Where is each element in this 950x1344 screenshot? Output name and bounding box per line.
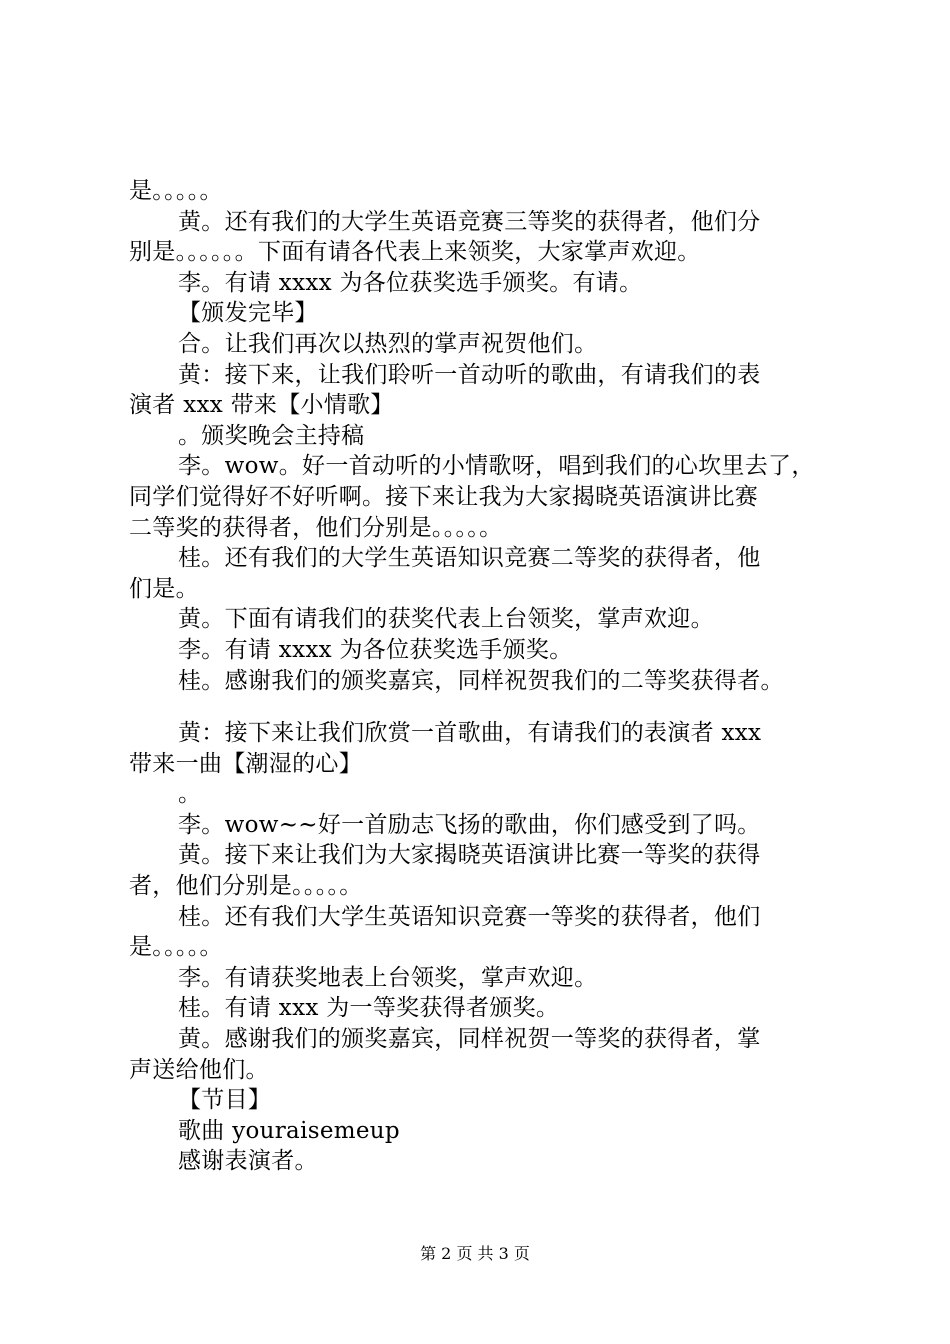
- text-line: 同学们觉得好不好听啊。接下来让我为大家揭晓英语演讲比赛: [129, 483, 759, 510]
- text-line: 李。有请 xxxx 为各位获奖选手颁奖。: [178, 636, 573, 663]
- text-line: 黄。接下来让我们为大家揭晓英语演讲比赛一等奖的获得: [178, 842, 761, 869]
- text-line: 桂。还有我们的大学生英语知识竞赛二等奖的获得者，他: [178, 545, 761, 572]
- text-line: 桂。还有我们大学生英语知识竞赛一等奖的获得者，他们: [178, 903, 761, 930]
- blank-line: [129, 696, 834, 718]
- text-line: 李。有请获奖地表上台领奖，掌声欢迎。: [178, 964, 598, 991]
- text-line: 桂。有请 xxx 为一等奖获得者颁奖。: [178, 995, 560, 1022]
- text-line: 。颁奖晚会主持稿: [178, 422, 365, 449]
- text-line: 演者 xxx 带来【小情歌】: [129, 392, 394, 419]
- text-line: 歌曲 youraisemeup: [178, 1117, 400, 1144]
- text-line: 黄。还有我们的大学生英语竞赛三等奖的获得者，他们分: [178, 208, 761, 235]
- text-line: 黄：接下来让我们欣赏一首歌曲，有请我们的表演者 xxx: [178, 720, 762, 747]
- text-line: 。: [178, 781, 202, 808]
- text-line: 【颁发完毕】: [178, 300, 318, 327]
- text-line: 黄。感谢我们的颁奖嘉宾，同样祝贺一等奖的获得者，掌: [178, 1026, 761, 1053]
- text-line: 李。wow~~好一首励志飞扬的歌曲，你们感受到了吗。: [178, 811, 761, 838]
- text-line: 李。wow。好一首动听的小情歌呀，唱到我们的心坎里去了，: [178, 453, 815, 480]
- text-line: 黄。下面有请我们的获奖代表上台领奖，掌声欢迎。: [178, 606, 714, 633]
- text-line: 者，他们分别是。。。。。: [129, 873, 363, 900]
- text-line: 带来一曲【潮湿的心】: [129, 750, 362, 777]
- text-line: 二等奖的获得者，他们分别是。。。。。: [129, 514, 503, 541]
- text-line: 【节目】: [178, 1087, 272, 1114]
- text-line: 黄：接下来，让我们聆听一首动听的歌曲，有请我们的表: [178, 361, 761, 388]
- text-line: 合。让我们再次以热烈的掌声祝贺他们。: [178, 330, 598, 357]
- text-line: 声送给他们。: [129, 1056, 269, 1083]
- text-line: 是。。。。。: [129, 934, 223, 961]
- text-line: 是。。。。。: [129, 178, 223, 204]
- text-line: 别是。。。。。。下面有请各代表上来领奖，大家掌声欢迎。: [129, 239, 701, 266]
- document-body: [129, 176, 834, 1177]
- text-line: 们是。: [129, 575, 199, 602]
- page-footer: 第 2 页 共 3 页: [420, 1244, 530, 1263]
- text-line: 感谢表演者。: [178, 1148, 318, 1175]
- text-line: 李。有请 xxxx 为各位获奖选手颁奖。有请。: [178, 269, 643, 296]
- text-line: 桂。感谢我们的颁奖嘉宾，同样祝贺我们的二等奖获得者。: [178, 667, 784, 694]
